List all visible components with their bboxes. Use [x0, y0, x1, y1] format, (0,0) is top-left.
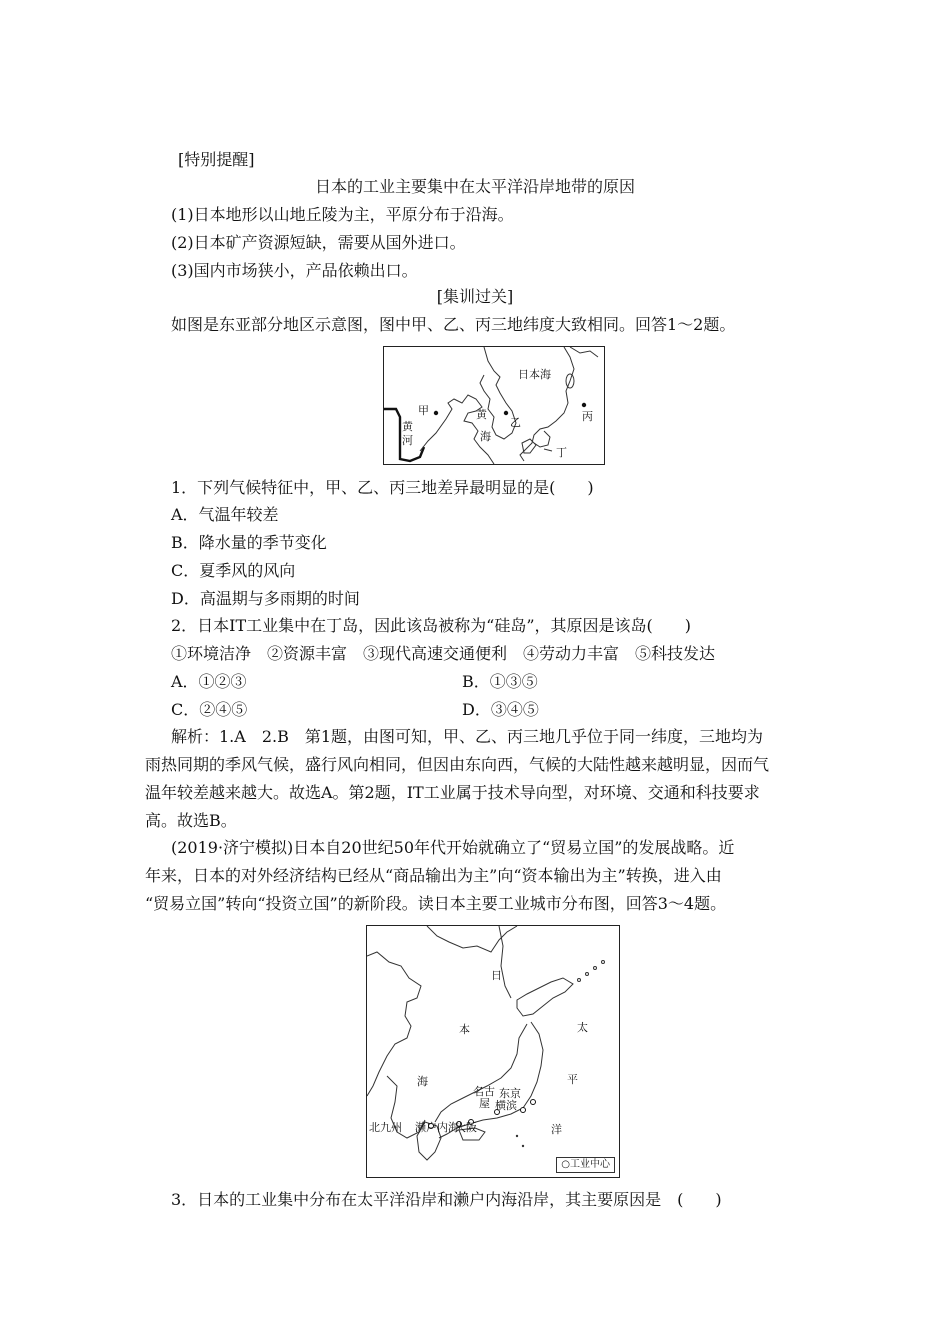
label-yellow-river: 河 [402, 434, 413, 447]
question-2-option: D．③④⑤ [462, 700, 539, 719]
label-yellow-river: 黄 [402, 420, 413, 433]
intro-paragraph: (2019·济宁模拟)日本自20世纪50年代开始就确立了“贸易立国”的发展战略。近 [171, 838, 735, 857]
japan-industry-map [366, 925, 620, 1178]
label-pacific: 平 [567, 1073, 578, 1086]
tip-point: (2)日本矿产资源短缺，需要从国外进口。 [171, 233, 466, 252]
question-2-stem: 2．日本IT工业集中在丁岛，因此该岛被称为“硅岛”，其原因是该岛( ) [171, 616, 692, 635]
label-city-tokyo: 东京 [499, 1087, 521, 1100]
map-outline [384, 347, 604, 464]
label-ding: 丁 [556, 446, 567, 459]
east-asia-map [383, 346, 605, 465]
label-city-kitakyushu: 北九州 [369, 1121, 402, 1134]
label-pacific: 太 [577, 1021, 588, 1034]
question-1-stem: 1．下列气候特征中，甲、乙、丙三地差异最明显的是( ) [171, 478, 594, 497]
question-1-option: A．气温年较差 [171, 505, 279, 524]
question-2-choices: ①环境洁净 ②资源丰富 ③现代高速交通便利 ④劳动力丰富 ⑤科技发达 [171, 644, 716, 663]
industry-center-icon: ○ [561, 1159, 570, 1170]
label-japan-sea: 海 [417, 1075, 428, 1088]
intro-paragraph: “贸易立国”转向“投资立国”的新阶段。读日本主要工业城市分布图，回答3～4题。 [145, 894, 727, 913]
tip-title: 日本的工业主要集中在太平洋沿岸地带的原因 [314, 177, 635, 196]
question-2-option: A．①②③ [171, 672, 247, 691]
tip-point: (1)日本地形以山地丘陵为主，平原分布于沿海。 [171, 205, 514, 224]
analysis-line: 高。故选B。 [145, 811, 237, 830]
label-seto-inland-sea: 濑户内海 [415, 1121, 459, 1134]
label-japan-sea: 日本海 [518, 368, 551, 381]
legend-label: 工业中心 [570, 1159, 610, 1170]
map-legend [556, 1157, 615, 1173]
label-pacific: 洋 [551, 1123, 562, 1136]
label-city-osaka: 大阪 [455, 1121, 477, 1134]
question-1-option: C．夏季风的风向 [171, 561, 296, 580]
analysis-line: 温年较差越来越大。故选A。第2题，IT工业属于技术导向型，对环境、交通和科技要求 [145, 783, 760, 802]
tip-point: (3)国内市场狭小，产品依赖出口。 [171, 261, 418, 280]
intro-paragraph: 如图是东亚部分地区示意图，图中甲、乙、丙三地纬度大致相同。回答1～2题。 [171, 315, 736, 334]
question-2-option: C．②④⑤ [171, 700, 248, 719]
label-city-nagoya: 屋 [479, 1097, 490, 1110]
map-outline [367, 926, 619, 1177]
question-3-stem: 3．日本的工业集中分布在太平洋沿岸和濑户内海沿岸，其主要原因是 ( ) [171, 1190, 722, 1209]
intro-paragraph: 年来，日本的对外经济结构已经从“商品输出为主”向“资本输出为主”转换，进入由 [145, 866, 722, 885]
label-japan-sea: 本 [459, 1023, 470, 1036]
label-yellow-sea: 海 [480, 430, 491, 443]
question-1-option: B．降水量的季节变化 [171, 533, 327, 552]
label-yellow-sea: 黄 [476, 408, 487, 421]
tip-header: [特别提醒] [178, 150, 255, 169]
analysis-line: 解析：1.A 2.B 第1题，由图可知，甲、乙、丙三地几乎位于同一纬度，三地均为 [171, 727, 764, 746]
label-jia: 甲 [418, 404, 429, 417]
label-city-nagoya: 名古 [473, 1085, 495, 1098]
analysis-line: 雨热同期的季风气候，盛行风向相同，但因由东向西，气候的大陆性越来越明显，因而气 [145, 755, 770, 774]
label-yi: 乙 [510, 416, 521, 429]
label-japan-sea: 日 [491, 969, 502, 982]
section-title: [集训过关] [436, 287, 514, 306]
question-2-option: B．①③⑤ [462, 672, 538, 691]
label-bing: 丙 [582, 410, 593, 423]
label-city-yokohama: 横滨 [495, 1099, 517, 1112]
question-1-option: D．高温期与多雨期的时间 [171, 589, 360, 608]
